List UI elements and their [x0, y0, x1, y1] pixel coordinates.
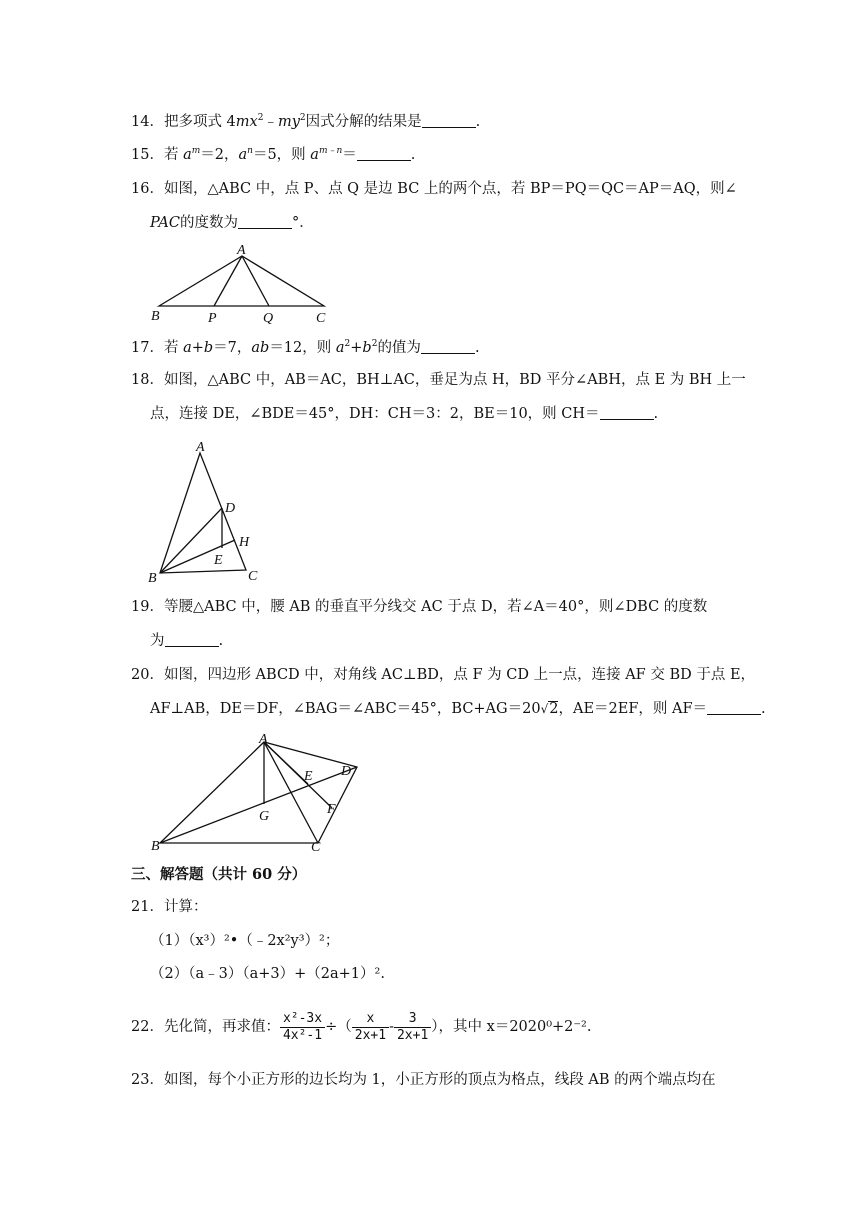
- segment-bh: [160, 540, 235, 573]
- fraction-2: $\frac{x}{2x+1}$: [352, 1011, 389, 1044]
- question-15: 15．若 $a^m=2$，$a^n=5$，则 $a^{m﹣n}=$ .: [131, 146, 416, 163]
- answer-blank: [421, 339, 475, 354]
- segment-af: [264, 742, 332, 808]
- segment-bd: [160, 508, 222, 573]
- question-16-cont: PAC的度数为 °．: [150, 215, 314, 231]
- figure-16: [148, 242, 338, 324]
- answer-blank: [422, 113, 476, 128]
- label-c: C: [316, 311, 326, 324]
- question-23: 23．如图，每个小正方形的边长均为 1，小正方形的顶点为格点，线段 AB 的两个端点均在: [131, 1072, 716, 1088]
- question-18-cont: 点，连接 DE，∠BDE＝45°，DH：CH＝3：2，BE＝10，则 CH＝ .: [150, 406, 659, 422]
- label-b: B: [151, 309, 160, 324]
- fraction-1: $\frac{\text{x²-3x}}{\text{4x²-1}}$: [280, 1011, 325, 1044]
- label-e: E: [304, 769, 313, 784]
- label-c: C: [311, 840, 321, 854]
- label-a: A: [196, 440, 205, 455]
- label-p: P: [208, 311, 217, 324]
- label-a: A: [237, 243, 246, 258]
- question-19-cont: 为 .: [150, 633, 224, 649]
- question-18: 18．如图，△ABC 中，AB＝AC，BH⊥AC，垂足为点 H，BD 平分∠ABH，点 E 为 BH 上一: [131, 372, 746, 388]
- label-g: G: [259, 809, 270, 824]
- label-d: D: [225, 501, 236, 516]
- label-e: E: [214, 553, 223, 568]
- label-f: F: [327, 802, 336, 817]
- figure-18: [144, 436, 274, 586]
- label-d: D: [341, 764, 352, 779]
- question-21: 21．计算：: [131, 899, 208, 915]
- label-h: H: [239, 535, 250, 550]
- label-q: Q: [263, 311, 274, 324]
- question-20: 20．如图，四边形 ABCD 中，对角线 AC⊥BD，点 F 为 CD 上一点，连接 AF 交 BD 于点 E，: [131, 667, 756, 683]
- question-21-part-1: （1）（x³）²•（﹣2x²y³）²；: [150, 933, 340, 949]
- answer-blank: [707, 700, 761, 715]
- label-b: B: [151, 839, 160, 854]
- question-20-cont: AF⊥AB，DE＝DF，∠BAG＝∠ABC＝45°，BC+AG＝20√2，AE＝2EF，则 AF＝ .: [150, 701, 766, 717]
- label-c: C: [248, 569, 258, 584]
- triangle-abc: [159, 256, 324, 306]
- answer-blank: [357, 146, 411, 161]
- question-22: 22．先化简，再求值： $\frac{\text{x²-3x}}{\text{4x²-1}}$ ÷（ $\frac{x}{2x+1}$ - $\frac{3}{2x+1}$ ），其中 x＝2020⁰+2⁻².: [131, 1010, 592, 1043]
- diagonal-ac: [264, 742, 318, 843]
- fraction-3: $\frac{3}{2x+1}$: [394, 1011, 431, 1044]
- answer-blank: [600, 405, 654, 420]
- question-19: 19．等腰△ABC 中，腰 AB 的垂直平分线交 AC 于点 D，若∠A＝40°，则∠DBC 的度数: [131, 599, 708, 615]
- label-b: B: [148, 571, 157, 586]
- question-16: 16．如图，△ABC 中，点 P、点 Q 是边 BC 上的两个点，若 BP＝PQ＝QC＝AP＝AQ，则∠: [131, 181, 737, 197]
- question-21-part-2: （2）（a﹣3）（a+3）+（2a+1）².: [150, 966, 385, 982]
- figure-20: [146, 732, 366, 854]
- section-title: 三、解答题（共计 60 分）: [131, 866, 307, 883]
- question-14: 14．把多项式 $4mx^2﹣my^2$因式分解的结果是 .: [131, 113, 481, 130]
- question-17: 17．若 a+b＝7，ab＝12，则 $a^2+b^2$的值为 .: [131, 339, 480, 356]
- answer-blank: [165, 632, 219, 647]
- answer-blank: [238, 214, 292, 229]
- label-a: A: [259, 732, 268, 747]
- quadrilateral-abcd: [160, 742, 357, 843]
- segment-ap: [214, 256, 242, 306]
